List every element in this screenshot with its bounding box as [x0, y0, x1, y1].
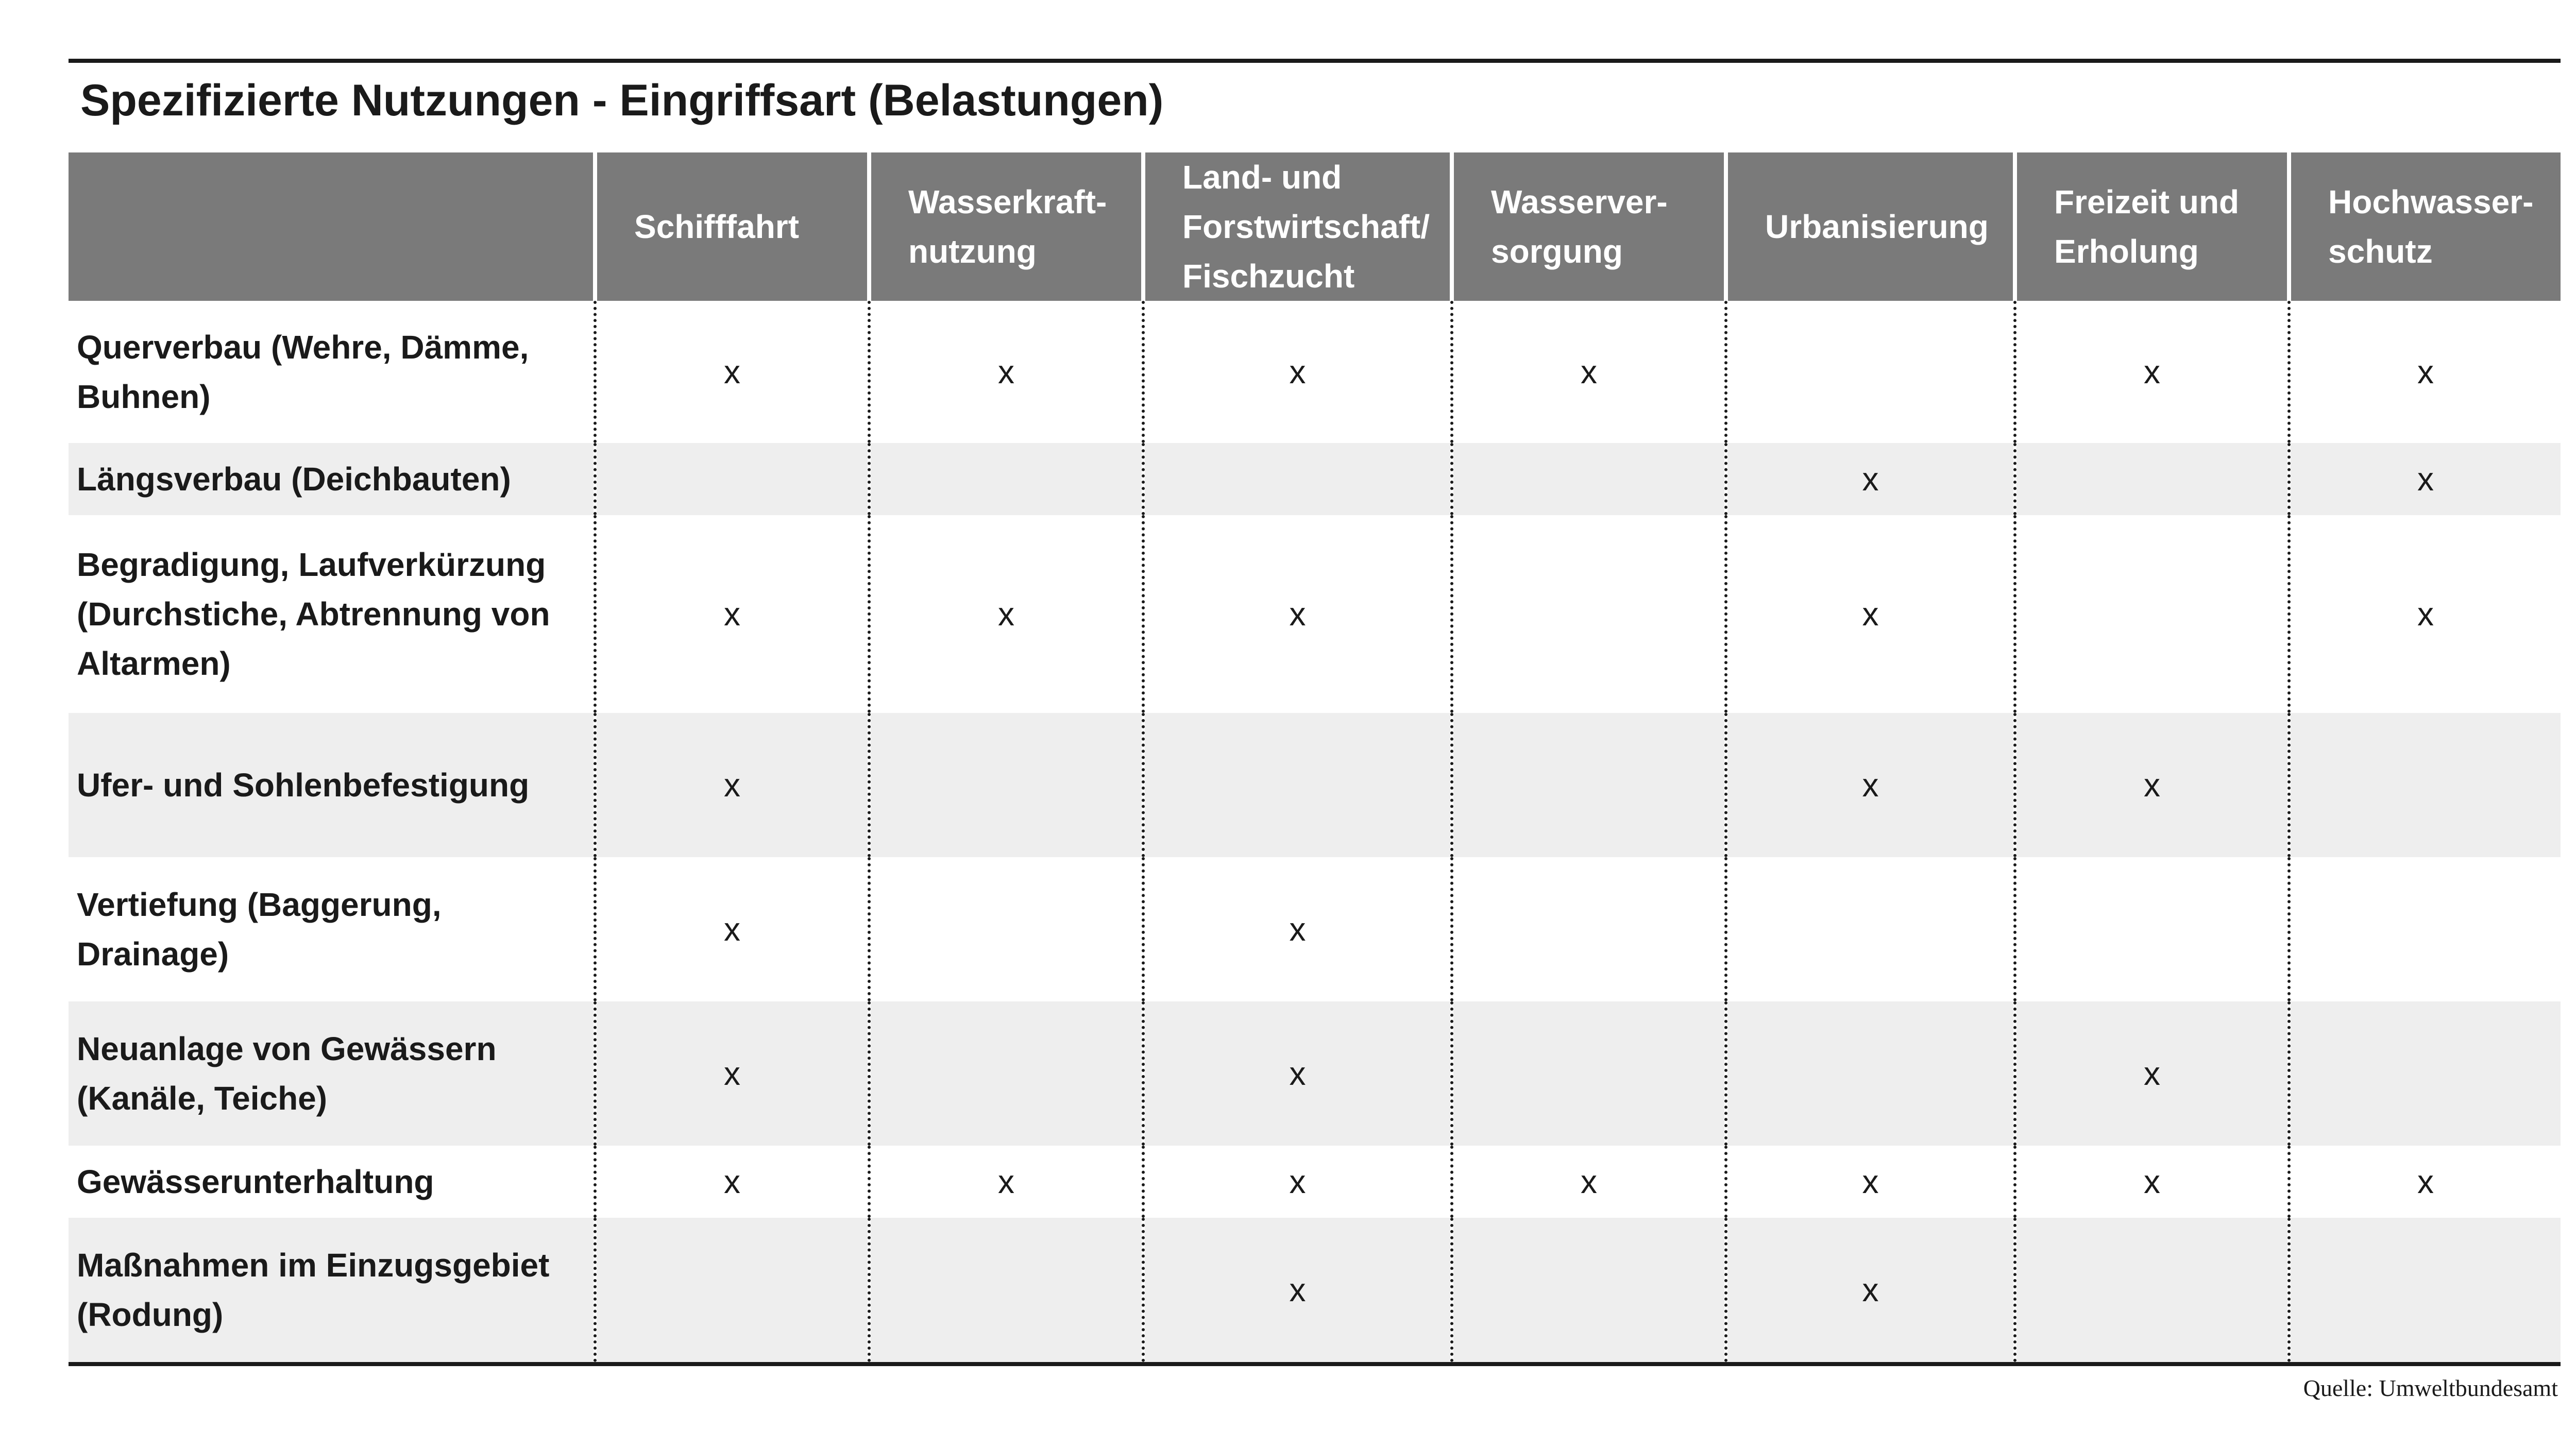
mark-cell [1726, 857, 2015, 1001]
row-label: Ufer- und Sohlenbefestigung [69, 713, 595, 857]
mark-cell: x [1726, 443, 2015, 515]
mark-cell: x [595, 1146, 869, 1218]
column-header: Hochwasser- schutz [2289, 152, 2561, 301]
mark-cell [869, 857, 1143, 1001]
table-row [69, 443, 2561, 515]
mark-cell [1452, 443, 1726, 515]
mark-cell: x [1143, 1218, 1452, 1364]
table-row [69, 713, 2561, 857]
table-row [69, 301, 2561, 443]
mark-cell: x [2015, 1146, 2289, 1218]
row-label: Neuanlage von Gewässern (Kanäle, Teiche) [69, 1001, 595, 1146]
mark-cell [2015, 1218, 2289, 1364]
mark-cell [869, 443, 1143, 515]
column-header: Wasserkraft- nutzung [869, 152, 1143, 301]
mark-cell: x [1726, 1146, 2015, 1218]
mark-cell [595, 443, 869, 515]
mark-cell: x [2289, 301, 2561, 443]
mark-cell [1452, 857, 1726, 1001]
mark-cell [2289, 713, 2561, 857]
mark-cell: x [2289, 443, 2561, 515]
mark-cell: x [595, 713, 869, 857]
row-label: Maßnahmen im Einzugsgebiet (Rodung) [69, 1218, 595, 1364]
mark-cell: x [1143, 857, 1452, 1001]
mark-cell [2289, 1001, 2561, 1146]
mark-cell [869, 713, 1143, 857]
mark-cell: x [595, 515, 869, 713]
mark-cell: x [1726, 515, 2015, 713]
row-label: Gewässerunterhaltung [77, 1163, 434, 1200]
mark-cell [2015, 857, 2289, 1001]
mark-cell: x [869, 515, 1143, 713]
mark-cell: x [1143, 1146, 1452, 1218]
mark-cell [1452, 1001, 1726, 1146]
mark-cell [1726, 301, 2015, 443]
mark-cell: x [1143, 515, 1452, 713]
table-row [69, 857, 2561, 1001]
mark-cell [1143, 443, 1452, 515]
column-header: Wasserver- sorgung [1452, 152, 1726, 301]
mark-cell: x [1143, 1001, 1452, 1146]
mark-cell: x [869, 301, 1143, 443]
source-note: Quelle: Umweltbundesamt [2303, 1375, 2558, 1401]
mark-cell [2289, 1218, 2561, 1364]
header-corner-cell [69, 152, 595, 301]
table-header-row [69, 152, 2561, 301]
mark-cell [1452, 713, 1726, 857]
column-header: Freizeit und Erholung [2015, 152, 2289, 301]
mark-cell: x [1726, 713, 2015, 857]
mark-cell [2015, 443, 2289, 515]
mark-cell: x [2015, 301, 2289, 443]
mark-cell: x [2015, 1001, 2289, 1146]
table-row [69, 1146, 2561, 1218]
mark-cell: x [595, 857, 869, 1001]
mark-cell: x [1452, 301, 1726, 443]
mark-cell [1143, 713, 1452, 857]
mark-cell: x [2015, 713, 2289, 857]
table-row [69, 1001, 2561, 1146]
mark-cell [1452, 515, 1726, 713]
mark-cell: x [1143, 301, 1452, 443]
page-title: Spezifizierte Nutzungen - Eingriffsart (Belastungen) [80, 76, 1164, 125]
mark-cell: x [2289, 1146, 2561, 1218]
title-rule [69, 59, 2561, 63]
column-header: Urbanisierung [1726, 152, 2015, 301]
mark-cell [869, 1218, 1143, 1364]
mark-cell [595, 1218, 869, 1364]
mark-cell [2015, 515, 2289, 713]
mark-cell: x [1726, 1218, 2015, 1364]
row-label: Vertiefung (Baggerung, Drainage) [77, 886, 442, 973]
table-row [69, 515, 2561, 713]
mark-cell [2289, 857, 2561, 1001]
mark-cell: x [869, 1146, 1143, 1218]
column-header: Land- und Forstwirtschaft/ Fischzucht [1143, 152, 1452, 301]
usage-intervention-table [69, 152, 2561, 1366]
mark-cell: x [1452, 1146, 1726, 1218]
mark-cell: x [595, 301, 869, 443]
row-label: Begradigung, Laufverkürzung (Durchstiche, Abtrennung von Altarmen) [77, 546, 550, 682]
table-row [69, 1218, 2561, 1364]
mark-cell: x [2289, 515, 2561, 713]
row-label: Querverbau (Wehre, Dämme, Buhnen) [77, 329, 529, 415]
mark-cell [1452, 1218, 1726, 1364]
mark-cell [869, 1001, 1143, 1146]
row-label: Längsverbau (Deichbauten) [69, 443, 595, 515]
column-header: Schifffahrt [595, 152, 869, 301]
mark-cell [1726, 1001, 2015, 1146]
mark-cell: x [595, 1001, 869, 1146]
